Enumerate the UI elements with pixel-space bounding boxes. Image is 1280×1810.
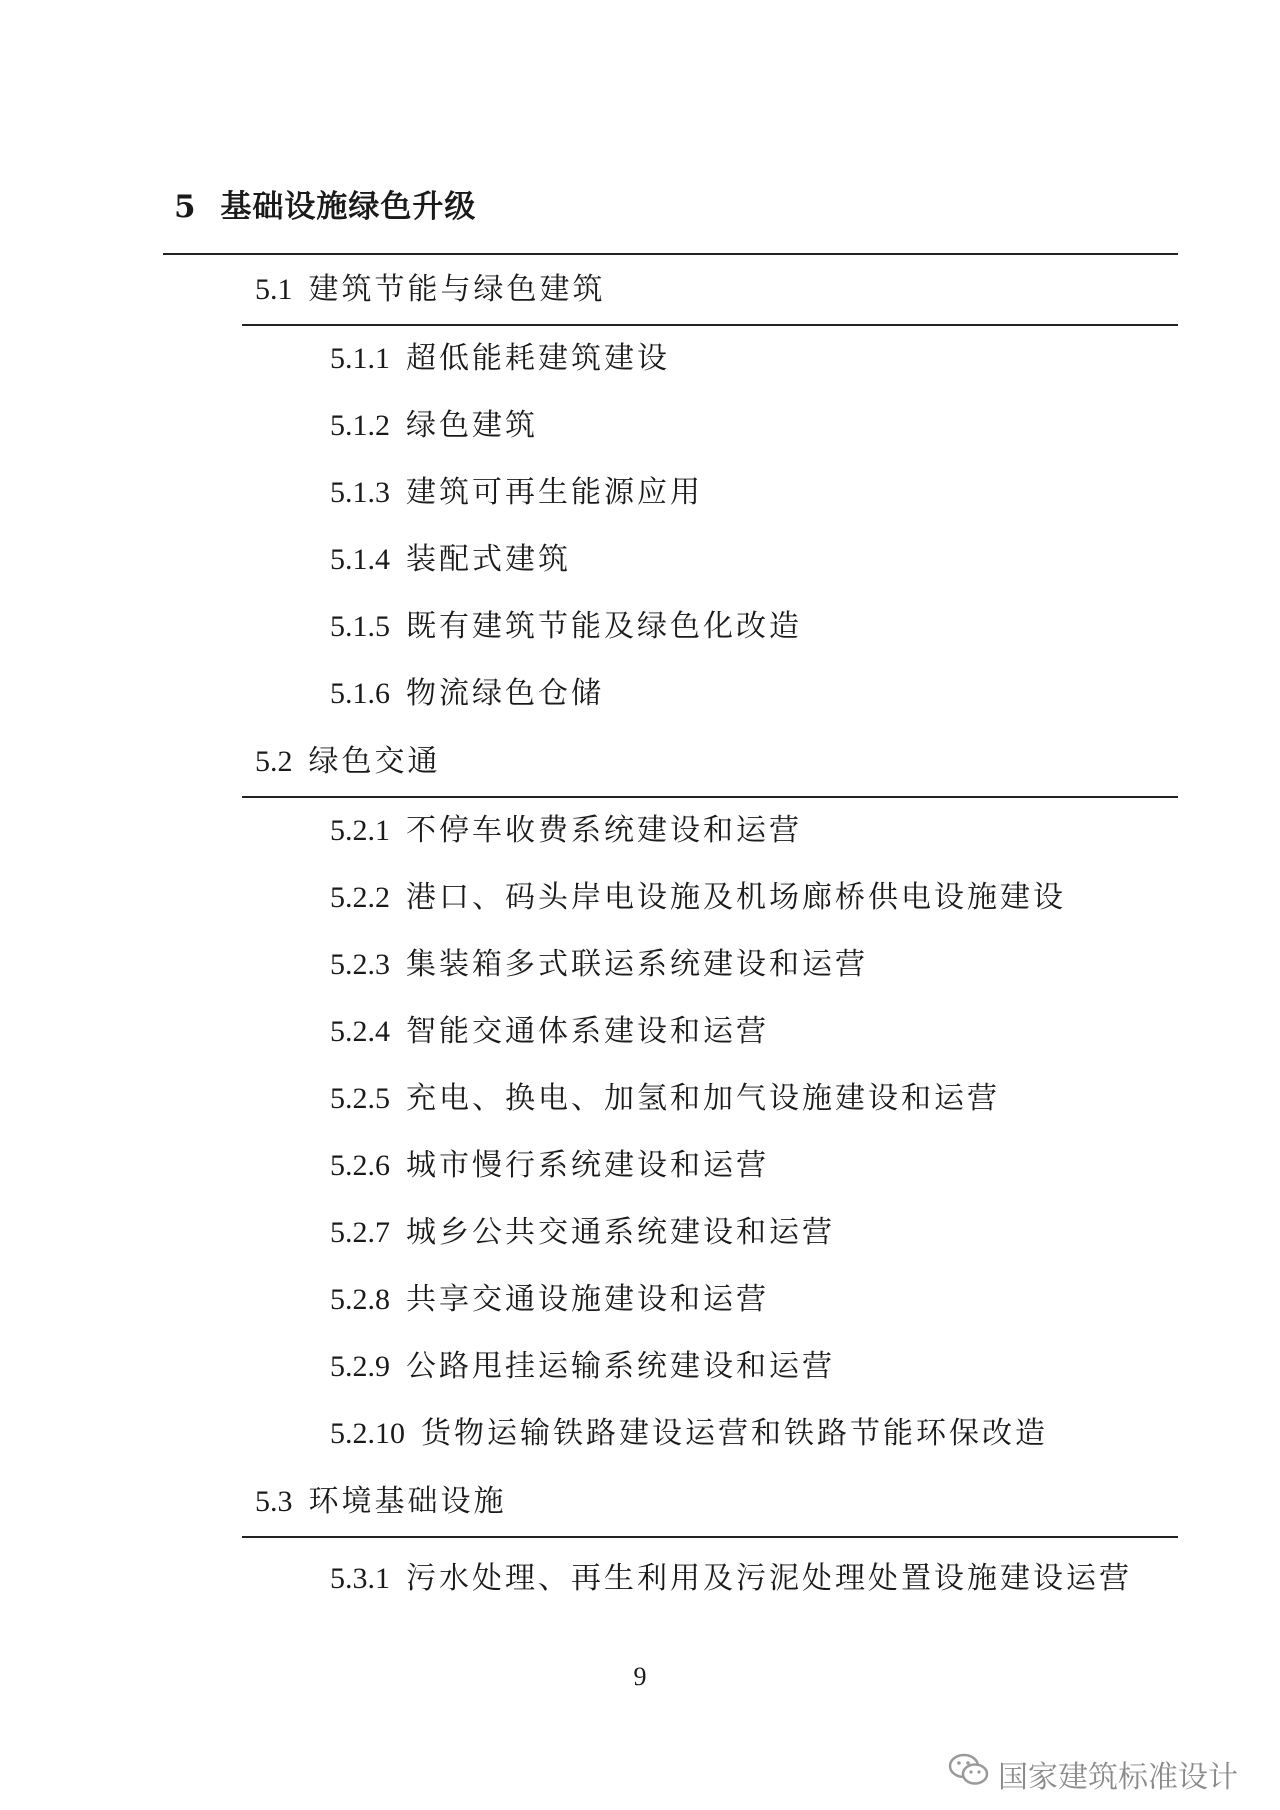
chapter-heading xyxy=(174,181,476,226)
section-number: 5.2 xyxy=(255,745,293,778)
item-title: 建筑可再生能源应用 xyxy=(406,475,703,510)
page-number: 9 xyxy=(633,1662,647,1691)
toc-item xyxy=(330,1012,769,1052)
item-number: 5.1.6 xyxy=(330,677,390,710)
item-number: 5.1.2 xyxy=(330,409,390,442)
section-heading xyxy=(255,1482,507,1522)
section-title: 建筑节能与绿色建筑 xyxy=(308,272,606,307)
watermark-text: 国家建筑标准设计 xyxy=(998,1760,1238,1795)
item-title: 集装箱多式联运系统建设和运营 xyxy=(406,947,868,982)
toc-item xyxy=(330,674,604,714)
item-number: 5.2.8 xyxy=(330,1283,390,1316)
section-rule xyxy=(242,1536,1178,1538)
item-title: 城市慢行系统建设和运营 xyxy=(406,1148,769,1183)
chapter-rule xyxy=(163,253,1178,255)
toc-item xyxy=(330,1280,769,1320)
section-number: 5.1 xyxy=(255,273,293,306)
item-title: 公路甩挂运输系统建设和运营 xyxy=(406,1349,835,1384)
wechat-icon xyxy=(948,1752,998,1796)
toc-item xyxy=(330,1559,1132,1599)
section-title: 环境基础设施 xyxy=(308,1484,507,1519)
item-number: 5.3.1 xyxy=(330,1562,390,1595)
item-number: 5.2.3 xyxy=(330,948,390,981)
item-title: 既有建筑节能及绿色化改造 xyxy=(406,609,802,644)
section-title: 绿色交通 xyxy=(308,744,441,779)
toc-item xyxy=(330,607,802,647)
item-number: 5.1.4 xyxy=(330,543,390,576)
item-title: 城乡公共交通系统建设和运营 xyxy=(406,1215,835,1250)
chapter-title: 基础设施绿色升级 xyxy=(220,189,477,225)
toc-item xyxy=(330,1146,769,1186)
item-number: 5.2.5 xyxy=(330,1082,390,1115)
toc-item xyxy=(330,945,868,985)
item-title: 超低能耗建筑建设 xyxy=(406,341,670,376)
watermark xyxy=(948,1752,1238,1796)
toc-item xyxy=(330,406,538,446)
toc-item xyxy=(330,473,703,513)
item-title: 充电、换电、加氢和加气设施建设和运营 xyxy=(406,1081,1000,1116)
item-number: 5.2.2 xyxy=(330,881,390,914)
section-rule xyxy=(242,324,1178,326)
item-title: 智能交通体系建设和运营 xyxy=(406,1014,769,1049)
toc-item xyxy=(330,811,802,851)
item-number: 5.1.1 xyxy=(330,342,390,375)
item-title: 装配式建筑 xyxy=(406,542,571,577)
item-number: 5.1.5 xyxy=(330,610,390,643)
item-number: 5.2.10 xyxy=(330,1417,405,1450)
toc-item xyxy=(330,540,571,580)
toc-item xyxy=(330,339,670,379)
item-title: 货物运输铁路建设运营和铁路节能环保改造 xyxy=(421,1416,1048,1451)
item-number: 5.2.4 xyxy=(330,1015,390,1048)
section-rule xyxy=(242,796,1178,798)
toc-item xyxy=(330,1414,1048,1454)
item-title: 物流绿色仓储 xyxy=(406,676,604,711)
item-number: 5.1.3 xyxy=(330,476,390,509)
toc-item xyxy=(330,1213,835,1253)
toc-item xyxy=(330,878,1066,918)
section-heading xyxy=(255,742,441,782)
toc-item xyxy=(330,1079,1000,1119)
item-title: 绿色建筑 xyxy=(406,408,538,443)
item-title: 不停车收费系统建设和运营 xyxy=(406,813,802,848)
item-number: 5.2.9 xyxy=(330,1350,390,1383)
item-title: 共享交通设施建设和运营 xyxy=(406,1282,769,1317)
item-number: 5.2.7 xyxy=(330,1216,390,1249)
section-number: 5.3 xyxy=(255,1485,293,1518)
item-title: 港口、码头岸电设施及机场廊桥供电设施建设 xyxy=(406,880,1066,915)
item-number: 5.2.1 xyxy=(330,814,390,847)
section-heading xyxy=(255,270,606,310)
toc-item xyxy=(330,1347,835,1387)
chapter-number: 5 xyxy=(174,189,197,225)
item-title: 污水处理、再生利用及污泥处理处置设施建设运营 xyxy=(406,1561,1132,1596)
item-number: 5.2.6 xyxy=(330,1149,390,1182)
